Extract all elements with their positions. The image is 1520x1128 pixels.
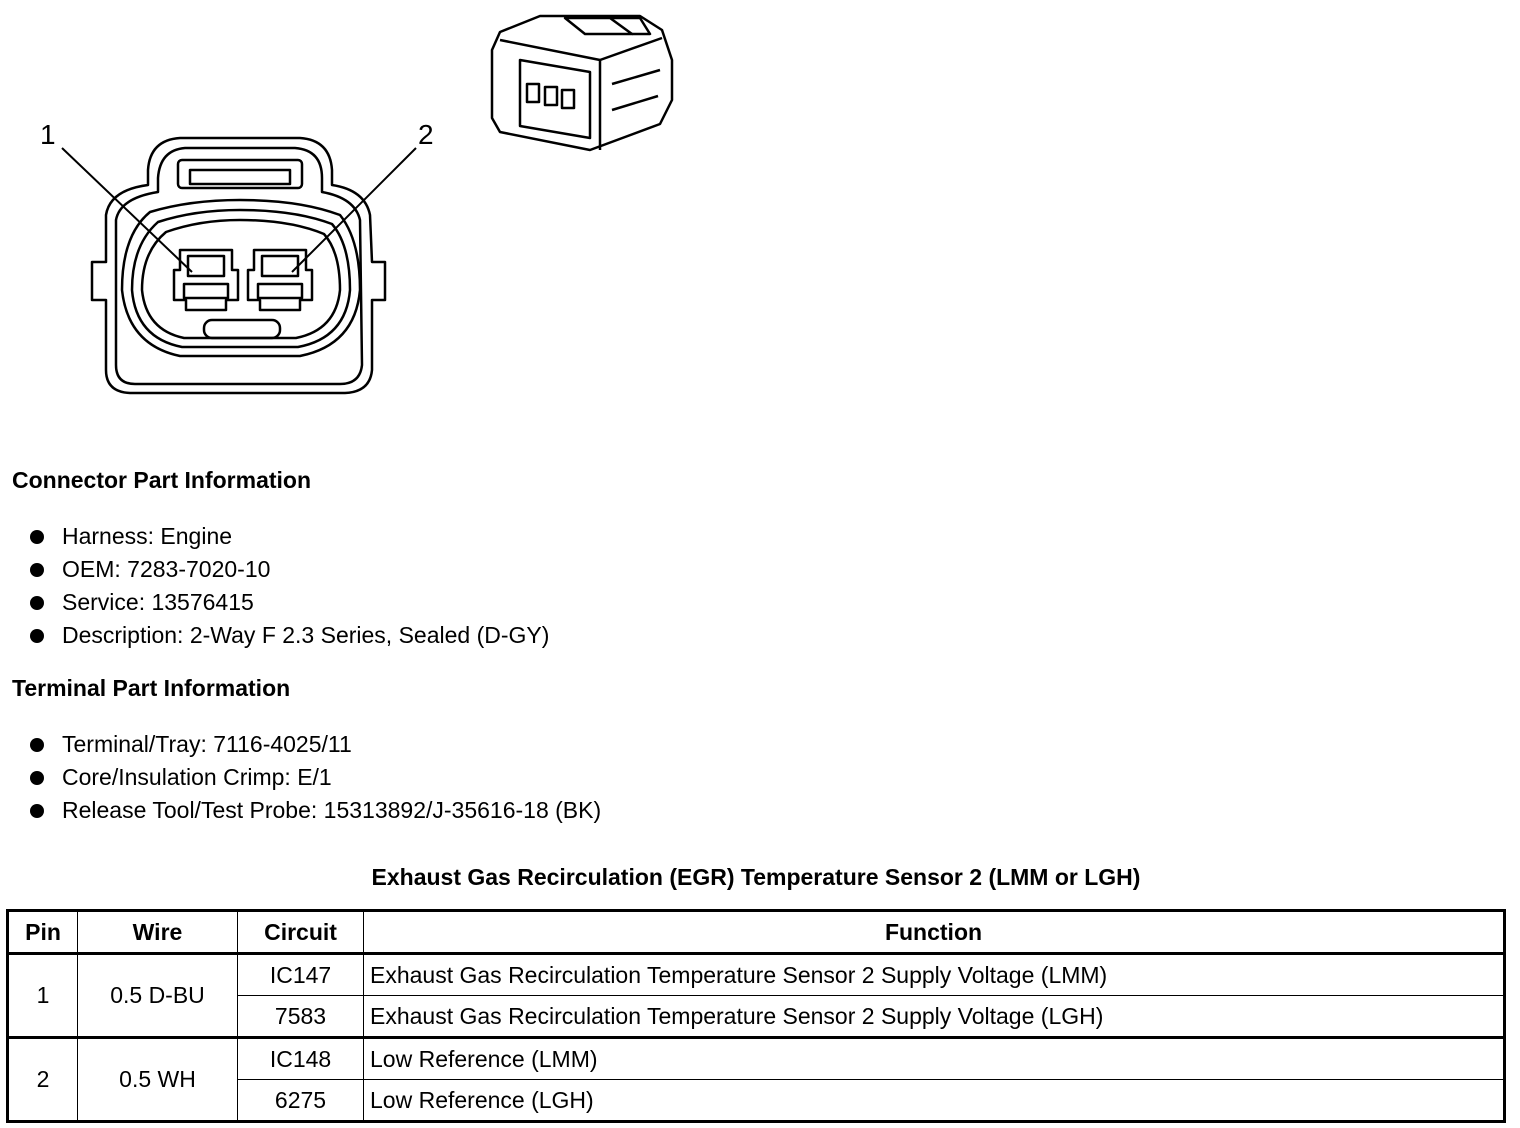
circuit-cell: IC147 [238, 954, 364, 996]
bullet-icon [30, 563, 44, 577]
table-row [8, 1038, 1505, 1080]
connector-diagram [0, 0, 720, 420]
terminal-part-info-list [28, 728, 601, 827]
pin-cell: 2 [8, 1038, 78, 1122]
list-item: Harness: Engine [28, 520, 549, 553]
header-circuit: Circuit [238, 911, 364, 954]
function-cell: Exhaust Gas Recirculation Temperature Sensor 2 Supply Voltage (LGH) [364, 996, 1505, 1038]
bullet-icon [30, 738, 44, 752]
circuit-cell: 6275 [238, 1080, 364, 1122]
list-item: Service: 13576415 [28, 586, 549, 619]
connector-isometric-view [492, 16, 672, 150]
bullet-icon [30, 530, 44, 544]
table-title: Exhaust Gas Recirculation (EGR) Temperature Sensor 2 (LMM or LGH) [371, 864, 1141, 890]
bullet-icon [30, 804, 44, 818]
table-row [8, 954, 1505, 996]
wire-cell: 0.5 D-BU [78, 954, 238, 1038]
list-item: Terminal/Tray: 7116-4025/11 [28, 728, 601, 761]
header-pin: Pin [8, 911, 78, 954]
list-item: OEM: 7283-7020-10 [28, 553, 549, 586]
pin-cell: 1 [8, 954, 78, 1038]
bullet-icon [30, 629, 44, 643]
table-header-row [8, 911, 1505, 954]
header-function: Function [364, 911, 1505, 954]
circuit-cell: 7583 [238, 996, 364, 1038]
bullet-icon [30, 596, 44, 610]
connector-part-info-heading: Connector Part Information [12, 467, 312, 493]
connector-part-info-list [28, 520, 549, 652]
header-wire: Wire [78, 911, 238, 954]
list-item: Description: 2-Way F 2.3 Series, Sealed (D-GY) [28, 619, 549, 652]
list-item: Core/Insulation Crimp: E/1 [28, 761, 601, 794]
callout-2-leader [292, 148, 416, 272]
pinout-table [6, 909, 1506, 1123]
circuit-cell: IC148 [238, 1038, 364, 1080]
function-cell: Low Reference (LGH) [364, 1080, 1505, 1122]
callout-2-label: 2 [418, 119, 434, 150]
bullet-icon [30, 771, 44, 785]
terminal-part-info-heading: Terminal Part Information [12, 675, 291, 701]
wire-cell: 0.5 WH [78, 1038, 238, 1122]
callout-1-label: 1 [40, 119, 56, 150]
function-cell: Low Reference (LMM) [364, 1038, 1505, 1080]
function-cell: Exhaust Gas Recirculation Temperature Sensor 2 Supply Voltage (LMM) [364, 954, 1505, 996]
list-item: Release Tool/Test Probe: 15313892/J-35616-18 (BK) [28, 794, 601, 827]
